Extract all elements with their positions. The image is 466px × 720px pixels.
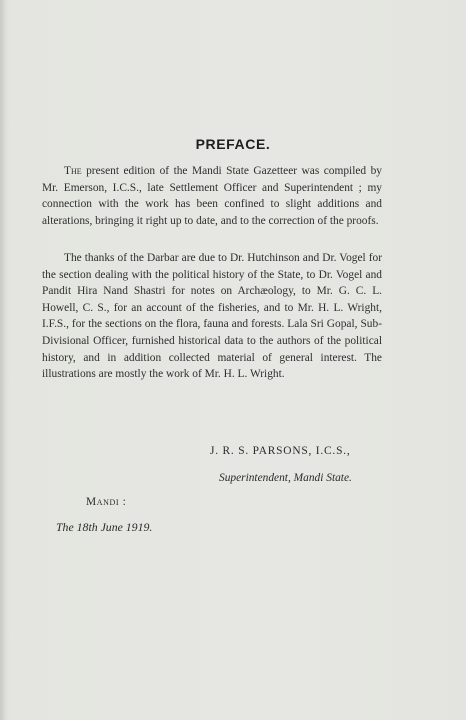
preface-title: PREFACE. [195,136,271,152]
paragraph-lead-word: The [64,165,82,177]
place-line: Mandi : [86,496,127,508]
signature-designation: Superintendent, Mandi State. [219,472,352,484]
preface-paragraph-1 [42,163,382,229]
preface-paragraph-2: The thanks of the Darbar are due to Dr. Hutchinson and Dr. Vogel for the section dealing with the political history of the State, to Dr. Vogel and Pandit Hira Nand Shastri for notes on Archæology, to Mr. G. C. L. Howell, C. S., for an account of the fisheries, and to Mr. H. L. Wright, I.F.S., for the sections on the flora, fauna and forests. Lala Sri Gopal, Sub-Divisional Officer, furnished historical data to the authors of the political history, and in addition collected material of general interest. The illustrations are mostly the work of Mr. H. L. Wright. [42,252,382,381]
date-line: The 18th June 1919. [56,520,153,534]
paragraph-1-text: present edition of the Mandi State Gazetteer was compiled by Mr. Emerson, I.C.S., late Settlement Officer and Superintendent ; my connection with the work has been confined to slight additions and alterations, bringing it right up to date, and to the correction of the proofs. [42,165,382,227]
signature-name: J. R. S. PARSONS, I.C.S., [210,445,351,457]
page-edge-shadow [0,0,6,720]
